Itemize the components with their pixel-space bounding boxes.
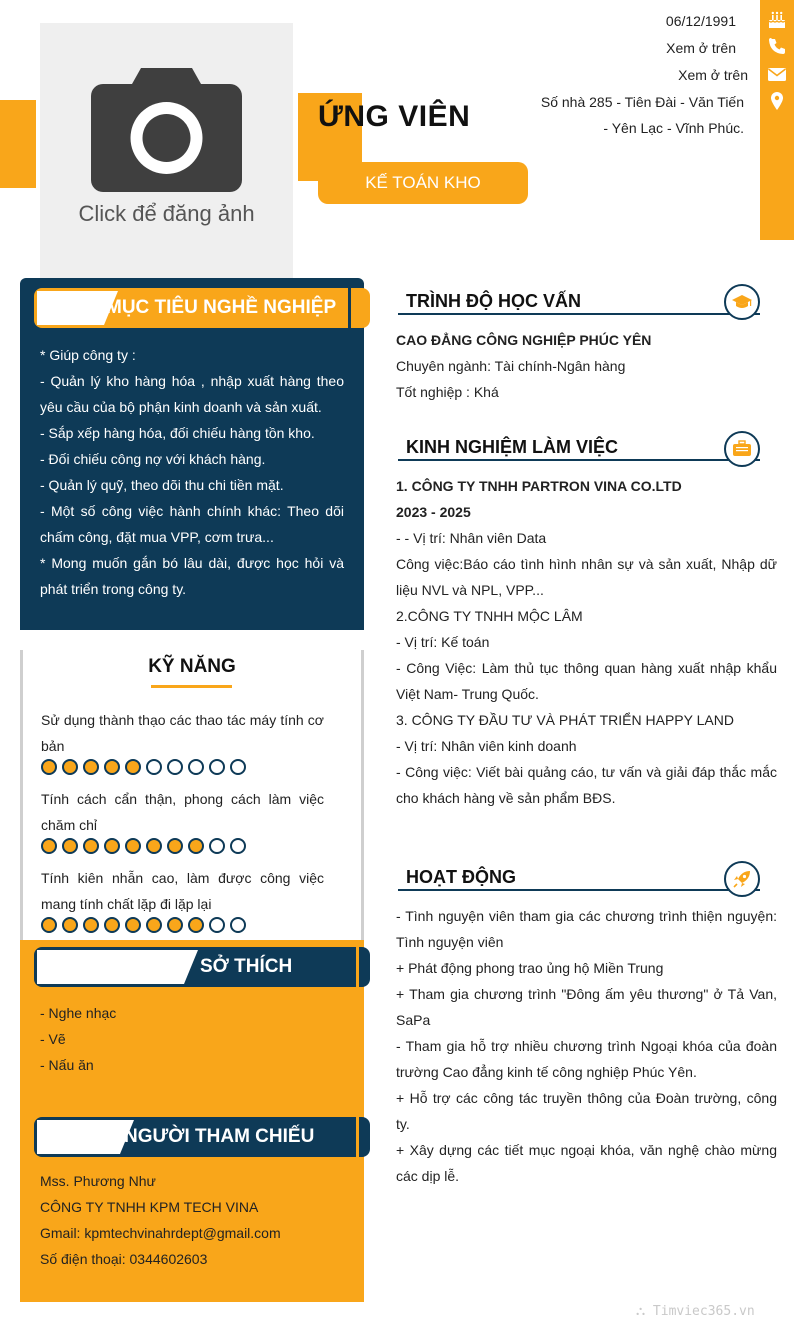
experience-divider bbox=[398, 459, 760, 461]
rating-dot-filled bbox=[41, 838, 57, 854]
objective-line: - Quản lý quỹ, theo dõi thu chi tiền mặt. bbox=[40, 477, 284, 493]
skill-rating bbox=[41, 759, 246, 775]
rating-dot-empty bbox=[146, 759, 162, 775]
reference-title: NGƯỜI THAM CHIẾU bbox=[124, 1126, 315, 1147]
rating-dot-filled bbox=[125, 917, 141, 933]
education-school: CAO ĐẲNG CÔNG NGHIỆP PHÚC YÊN bbox=[396, 332, 652, 348]
rating-dot-filled bbox=[146, 917, 162, 933]
rating-dot-filled bbox=[125, 838, 141, 854]
skill-name: Tính kiên nhẫn cao, làm được công việc mang tính chất lặp đi lặp lại bbox=[41, 870, 324, 912]
rating-dot-filled bbox=[62, 917, 78, 933]
education-grade: Tốt nghiệp : Khá bbox=[396, 384, 499, 400]
rating-dot-filled bbox=[83, 759, 99, 775]
position-badge: KẾ TOÁN KHO bbox=[318, 162, 528, 204]
experience-line: - Công việc: Viết bài quảng cáo, tư vấn và giải đáp thắc mắc cho khách hàng về sản phẩm BĐS. bbox=[396, 764, 777, 806]
reference-banner bbox=[34, 1117, 370, 1157]
rating-dot-filled bbox=[104, 759, 120, 775]
education-divider bbox=[398, 313, 760, 315]
activity-line: - Tình nguyện viên tham gia các chương trình thiện nguyện: Tình nguyện viên bbox=[396, 908, 777, 950]
skill-name: Tính cách cẩn thận, phong cách làm việc chăm chỉ bbox=[41, 791, 324, 833]
rating-dot-empty bbox=[230, 838, 246, 854]
objective-text bbox=[40, 342, 344, 602]
activity-line: + Tham gia chương trình "Đông ấm yêu thương" ở Tả Van, SaPa bbox=[396, 986, 777, 1028]
rating-dot-filled bbox=[41, 759, 57, 775]
rocket-icon bbox=[724, 861, 760, 897]
address-line-2: - Yên Lạc - Vĩnh Phúc. bbox=[603, 120, 744, 136]
hobby-list bbox=[40, 1000, 116, 1078]
phone-text: Xem ở trên bbox=[666, 40, 736, 56]
birthday-text: 06/12/1991 bbox=[665, 13, 736, 29]
avatar-upload[interactable] bbox=[40, 23, 293, 278]
objective-banner bbox=[34, 288, 370, 328]
activities-title: HOẠT ĐỘNG bbox=[406, 867, 516, 887]
rating-dot-filled bbox=[62, 759, 78, 775]
candidate-name: ỨNG VIÊN bbox=[318, 100, 471, 133]
rating-dot-empty bbox=[188, 759, 204, 775]
photo-upload-label: Click để đăng ảnh bbox=[78, 201, 255, 226]
objective-title: MỤC TIÊU NGHỀ NGHIỆP bbox=[106, 297, 337, 318]
skill-rating bbox=[41, 838, 246, 854]
skill-rating bbox=[41, 917, 246, 933]
objective-line: * Giúp công ty : bbox=[40, 347, 136, 363]
experience-details bbox=[396, 473, 777, 811]
hobby-title: SỞ THÍCH bbox=[200, 956, 293, 977]
experience-line: - Vị trí: Nhân viên kinh doanh bbox=[396, 738, 577, 754]
rating-dot-filled bbox=[62, 838, 78, 854]
rating-dot-empty bbox=[209, 759, 225, 775]
contact-icon-bar bbox=[760, 0, 794, 240]
reference-phone: Số điện thoại: 0344602603 bbox=[40, 1251, 208, 1267]
rating-dot-filled bbox=[104, 917, 120, 933]
location-pin-icon bbox=[767, 91, 787, 111]
address-line-1: Số nhà 285 - Tiên Đài - Văn Tiến bbox=[540, 94, 744, 110]
rating-dot-filled bbox=[41, 917, 57, 933]
rating-dot-empty bbox=[230, 917, 246, 933]
education-details bbox=[396, 327, 777, 405]
skills-title: KỸ NĂNG bbox=[148, 656, 236, 677]
education-major: Chuyên ngành: Tài chính-Ngân hàng bbox=[396, 358, 626, 374]
experience-line: 3. CÔNG TY ĐẦU TƯ VÀ PHÁT TRIỂN HAPPY LAND bbox=[396, 712, 734, 728]
education-title: TRÌNH ĐỘ HỌC VẤN bbox=[406, 291, 581, 311]
rating-dot-filled bbox=[104, 838, 120, 854]
rating-dot-filled bbox=[188, 838, 204, 854]
experience-line: - Vị trí: Kế toán bbox=[396, 634, 490, 650]
rating-dot-filled bbox=[188, 917, 204, 933]
activity-line: + Phát động phong trao ủng hộ Miền Trung bbox=[396, 960, 664, 976]
rating-dot-filled bbox=[125, 759, 141, 775]
hobby-banner bbox=[34, 947, 370, 987]
email-text: Xem ở trên bbox=[678, 67, 748, 83]
experience-company: 1. CÔNG TY TNHH PARTRON VINA CO.LTD bbox=[396, 478, 682, 494]
experience-line: Công việc:Báo cáo tình hình nhân sự và sản xuất, Nhập dữ liệu NVL và NPL, VPP... bbox=[396, 556, 777, 598]
activity-line: - Tham gia hỗ trợ nhiều chương trình Ngoại khóa của đoàn trường Cao đẳng kinh tế công nghiệp Phúc Yên. bbox=[396, 1038, 777, 1080]
reference-name: Mss. Phương Như bbox=[40, 1173, 156, 1189]
rating-dot-filled bbox=[167, 917, 183, 933]
activities-details bbox=[396, 903, 777, 1189]
rating-dot-empty bbox=[167, 759, 183, 775]
experience-line: - Công Việc: Làm thủ tục thông quan hàng xuất nhập khẩu Việt Nam- Trung Quốc. bbox=[396, 660, 777, 702]
objective-line: * Mong muốn gắn bó lâu dài, được học hỏi và phát triển trong công ty. bbox=[40, 555, 344, 597]
rating-dot-filled bbox=[83, 838, 99, 854]
watermark-brand: ⛬ Timviec365.vn bbox=[636, 1304, 755, 1319]
activities-divider bbox=[398, 889, 760, 891]
objective-line: - Quản lý kho hàng hóa , nhập xuất hàng theo yêu cầu của bộ phận kinh doanh và sản xuất. bbox=[40, 373, 344, 415]
experience-line: 2.CÔNG TY TNHH MỘC LÂM bbox=[396, 608, 583, 624]
activity-line: + Hỗ trợ các công tác truyền thông của Đoàn trường, công ty. bbox=[396, 1090, 777, 1132]
objective-line: - Đối chiếu công nợ với khách hàng. bbox=[40, 451, 266, 467]
objective-line: - Một số công việc hành chính khác: Theo dõi chấm công, đặt mua VPP, cơm trưa... bbox=[40, 503, 344, 545]
phone-icon bbox=[767, 37, 787, 57]
experience-title: KINH NGHIỆM LÀM VIỆC bbox=[406, 437, 619, 457]
experience-period: 2023 - 2025 bbox=[396, 504, 471, 520]
rating-dot-filled bbox=[167, 838, 183, 854]
hobby-item: - Nấu ăn bbox=[40, 1057, 94, 1073]
graduation-cap-icon bbox=[724, 284, 760, 320]
reference-details bbox=[40, 1168, 281, 1272]
rating-dot-filled bbox=[146, 838, 162, 854]
envelope-icon bbox=[767, 64, 787, 84]
activity-line: + Xây dựng các tiết mục ngoại khóa, văn nghệ chào mừng các dịp lễ. bbox=[396, 1142, 777, 1184]
experience-line: - - Vị trí: Nhân viên Data bbox=[396, 530, 547, 546]
left-accent-tab bbox=[0, 100, 36, 188]
birthday-cake-icon bbox=[767, 10, 787, 30]
reference-email: Gmail: kpmtechvinahrdept@gmail.com bbox=[40, 1225, 281, 1241]
hobby-item: - Nghe nhạc bbox=[40, 1005, 117, 1021]
camera-icon bbox=[91, 62, 242, 192]
objective-line: - Sắp xếp hàng hóa, đối chiếu hàng tồn kho. bbox=[40, 425, 315, 441]
rating-dot-empty bbox=[209, 917, 225, 933]
briefcase-icon bbox=[724, 431, 760, 467]
rating-dot-empty bbox=[209, 838, 225, 854]
skill-name: Sử dụng thành thạo các thao tác máy tính cơ bản bbox=[41, 712, 324, 754]
skills-title-underline bbox=[151, 685, 232, 688]
rating-dot-empty bbox=[230, 759, 246, 775]
rating-dot-filled bbox=[83, 917, 99, 933]
hobby-item: - Vẽ bbox=[40, 1031, 66, 1047]
reference-company: CÔNG TY TNHH KPM TECH VINA bbox=[40, 1199, 259, 1215]
